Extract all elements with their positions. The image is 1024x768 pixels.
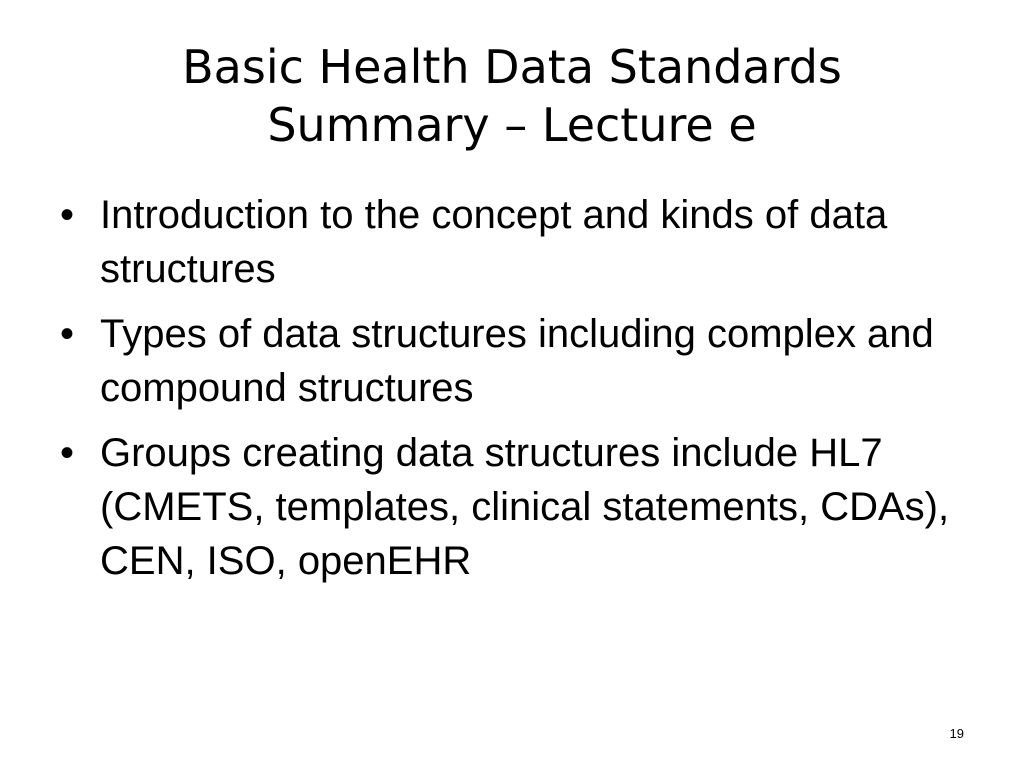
title-line-1: Basic Health Data Standards xyxy=(182,40,842,94)
title-line-2: Summary – Lecture e xyxy=(267,98,757,152)
bullet-text-intro: Introduction to the concept and kinds of data structures xyxy=(100,193,888,291)
bullet-text-groups: Groups creating data structures include HL7 (CMETS, templates, clinical statements, CDAs), CEN, ISO, openEHR xyxy=(100,431,950,583)
bullet-list xyxy=(60,188,970,599)
page-number: 19 xyxy=(949,726,964,741)
bullet-item-groups xyxy=(60,426,970,588)
bullet-icon: • xyxy=(60,431,75,475)
bullet-text-types: Types of data structures including complex and compound structures xyxy=(100,312,934,410)
slide-title xyxy=(40,38,984,154)
bullet-icon: • xyxy=(60,312,75,356)
bullet-item-intro xyxy=(60,188,970,296)
bullet-icon: • xyxy=(60,193,75,237)
bullet-item-types xyxy=(60,307,970,415)
